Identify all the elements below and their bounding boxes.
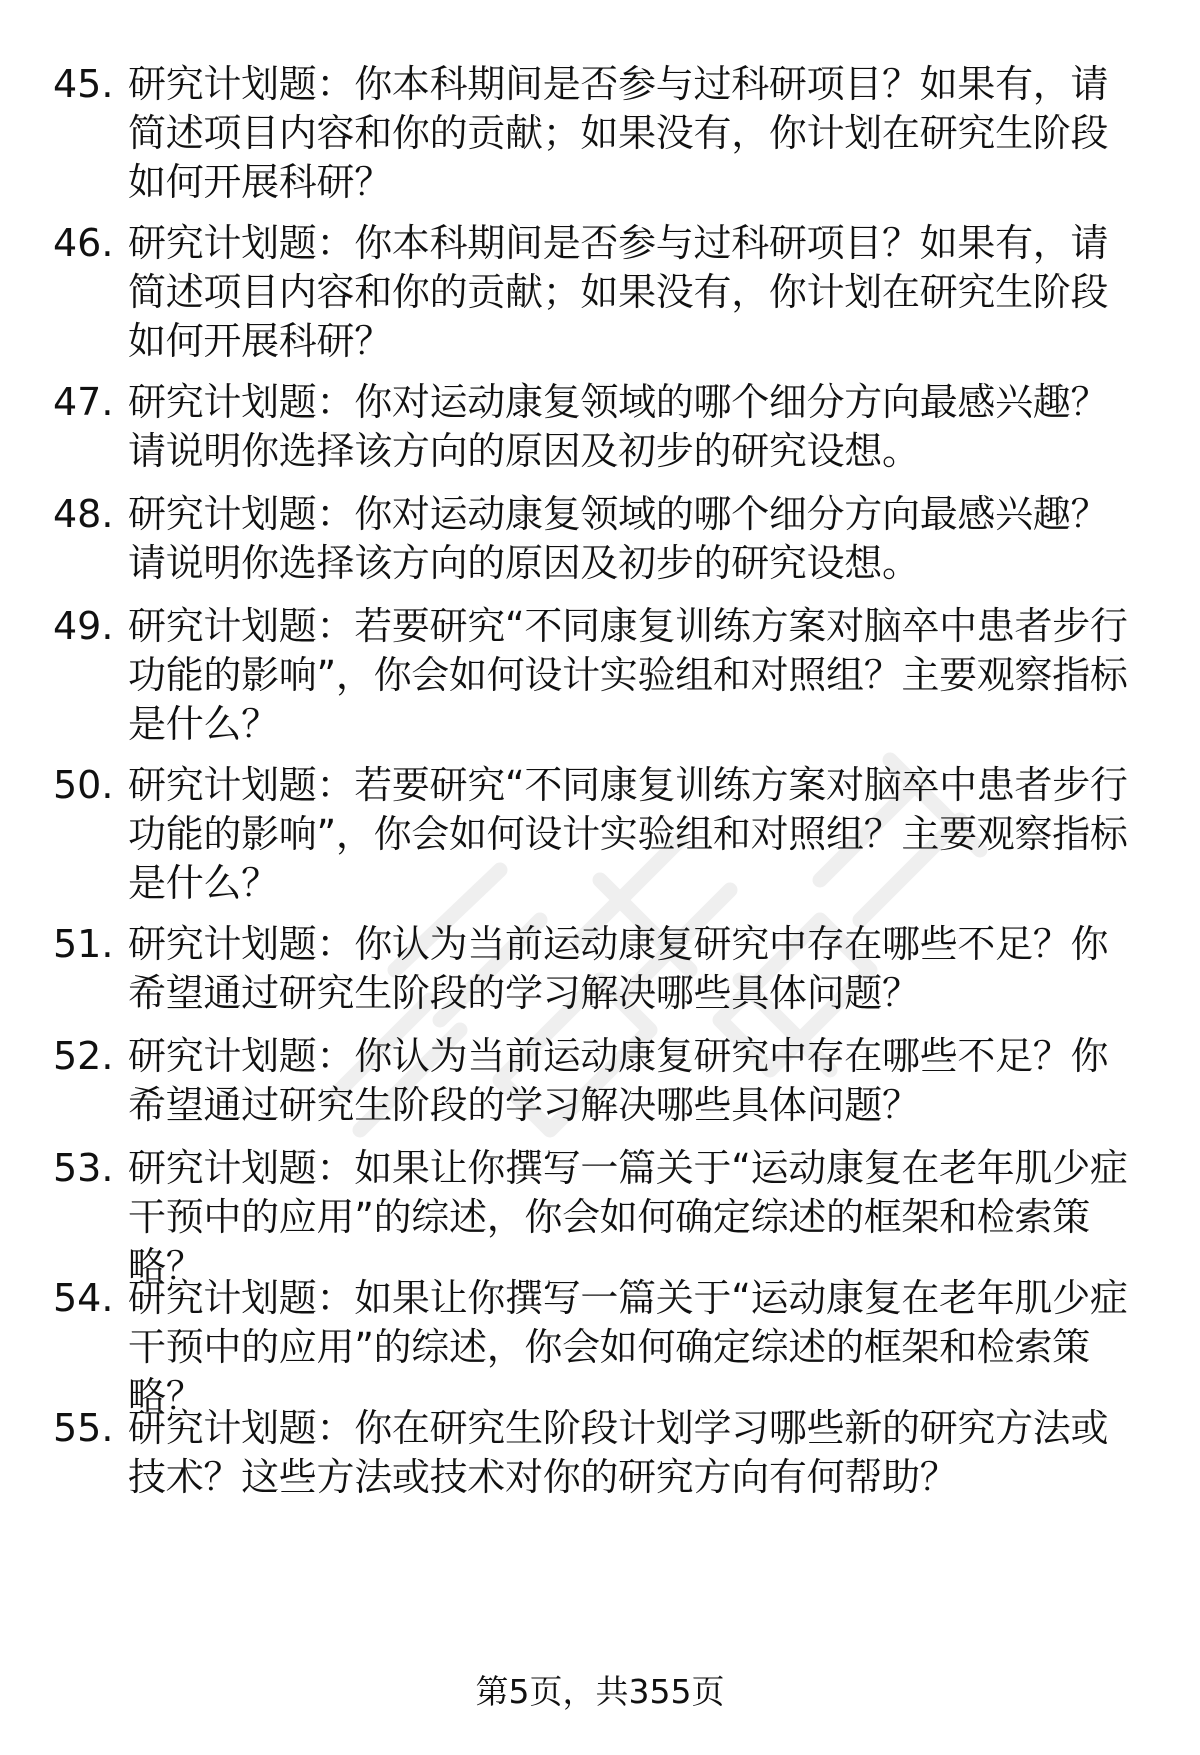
question-number: 46. <box>53 221 114 265</box>
question-number: 45. <box>53 62 114 106</box>
question-text: 研究计划题：你认为当前运动康复研究中存在哪些不足？你希望通过研究生阶段的学习解决哪些具体问题？ <box>128 1034 1109 1127</box>
question-text: 研究计划题：如果让你撰写一篇关于“运动康复在老年肌少症干预中的应用”的综述，你会如何确定综述的框架和检索策略？ <box>128 1146 1128 1288</box>
question-number: 51. <box>53 922 114 966</box>
question-text: 研究计划题：你本科期间是否参与过科研项目？如果有，请简述项目内容和你的贡献；如果没有，你计划在研究生阶段如何开展科研？ <box>128 221 1109 363</box>
question-text: 研究计划题：你对运动康复领域的哪个细分方向最感兴趣？请说明你选择该方向的原因及初步的研究设想。 <box>128 492 1109 585</box>
question-number: 54. <box>53 1276 114 1320</box>
question-text: 研究计划题：你认为当前运动康复研究中存在哪些不足？你希望通过研究生阶段的学习解决哪些具体问题？ <box>128 922 1109 1015</box>
question-number: 48. <box>53 492 114 536</box>
question-number: 55. <box>53 1406 114 1450</box>
page-footer: 第5页，共355页 <box>475 1672 725 1711</box>
question-text: 研究计划题：你本科期间是否参与过科研项目？如果有，请简述项目内容和你的贡献；如果没有，你计划在研究生阶段如何开展科研？ <box>128 62 1109 204</box>
question-number: 50. <box>53 763 114 807</box>
question-text: 研究计划题：若要研究“不同康复训练方案对脑卒中患者步行功能的影响”，你会如何设计实验组和对照组？主要观察指标是什么？ <box>128 763 1128 905</box>
question-number: 53. <box>53 1146 114 1190</box>
question-number: 47. <box>53 380 114 424</box>
question-text: 研究计划题：你在研究生阶段计划学习哪些新的研究方法或技术？这些方法或技术对你的研究方向有何帮助？ <box>128 1406 1109 1499</box>
question-text: 研究计划题：若要研究“不同康复训练方案对脑卒中患者步行功能的影响”，你会如何设计实验组和对照组？主要观察指标是什么？ <box>128 604 1128 746</box>
question-text: 研究计划题：你对运动康复领域的哪个细分方向最感兴趣？请说明你选择该方向的原因及初步的研究设想。 <box>128 380 1109 473</box>
question-text: 研究计划题：如果让你撰写一篇关于“运动康复在老年肌少症干预中的应用”的综述，你会如何确定综述的框架和检索策略？ <box>128 1276 1128 1418</box>
question-number: 49. <box>53 604 114 648</box>
question-number: 52. <box>53 1034 114 1078</box>
